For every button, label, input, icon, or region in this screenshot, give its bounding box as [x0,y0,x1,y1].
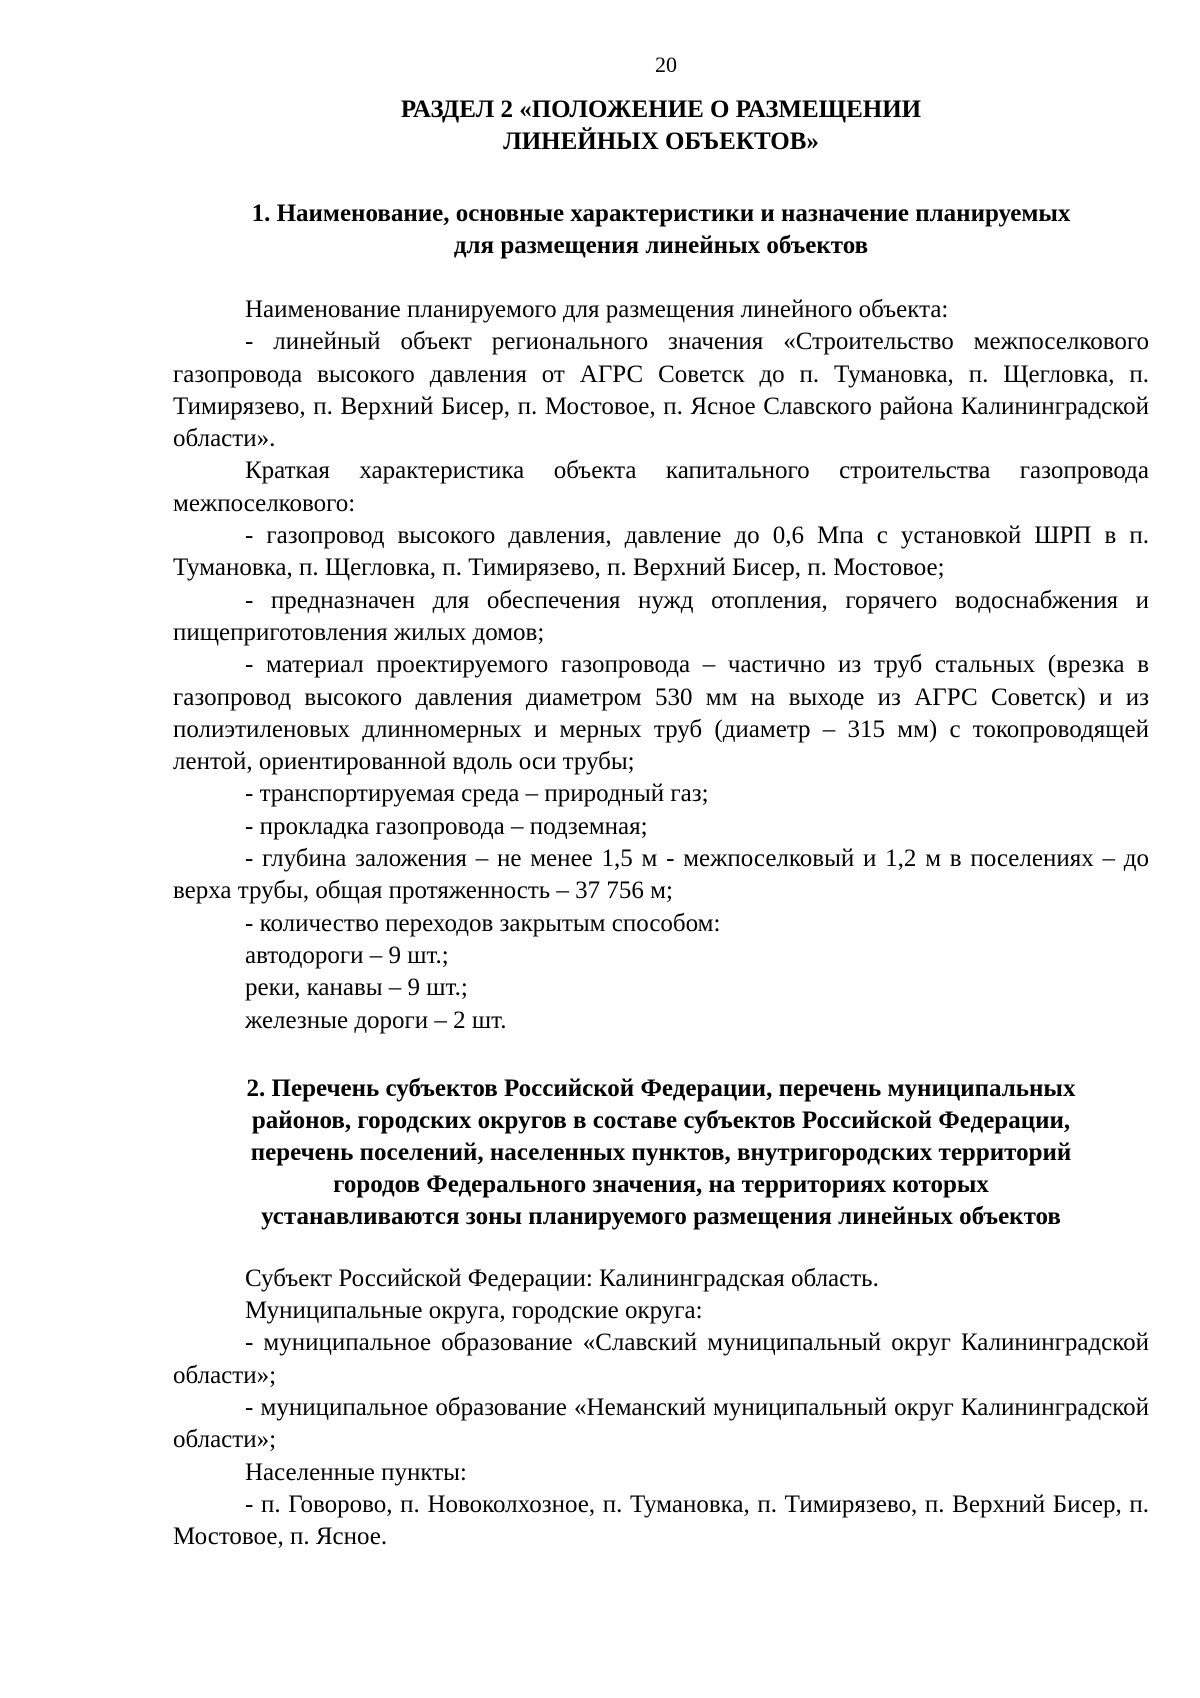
paragraph: - количество переходов закрытым способом: [245,909,721,937]
subsection-title-line: 1. Наименование, основные характеристики и назначение планируемых [251,200,1071,227]
paragraph: Муниципальные округа, городские округа: [245,1297,703,1325]
subsection-2-title [173,1073,1149,1233]
paragraph: Населенные пункты: [245,1458,467,1486]
paragraph: Субъект Российской Федерации: Калининградская область. [245,1264,879,1292]
paragraph: - газопровод высокого давления, давление до 0,6 Мпа с установкой ШРП в п. Тумановка, п. Щегловка, п. Тимирязево, п. Верхний Бисер, п. Мостовое; [173,522,1149,582]
subsection-title-line: перечень поселений, населенных пунктов, внутригородских территорий [250,1138,1072,1166]
subsection-title-line: устанавливаются зоны планируемого размещения линейных объектов [261,1202,1061,1230]
subsection-title-line: 2. Перечень субъектов Российской Федерации, перечень муниципальных [246,1074,1076,1102]
paragraph: - п. Говорово, п. Новоколхозное, п. Тумановка, п. Тимирязево, п. Верхний Бисер, п. Мостовое, п. Ясное. [173,1490,1149,1551]
subsection-1-body [173,294,1149,1037]
paragraph: - муниципальное образование «Неманский муниципальный округ Калининградской области»; [173,1394,1149,1454]
paragraph: железные дороги – 2 шт. [245,1006,507,1034]
section-title [173,94,1149,158]
paragraph: - транспортируемая среда – природный газ; [245,780,709,808]
paragraph: автодороги – 9 шт.; [245,941,449,969]
subsection-title-line: городов Федерального значения, на территориях которых [333,1170,989,1198]
page-number: 20 [655,52,677,77]
section-title-line: ЛИНЕЙНЫХ ОБЪЕКТОВ» [503,128,819,155]
paragraph: - материал проектируемого газопровода – частично из труб стальных (врезка в газопровод высокого давления диаметром 530 мм на выходе из АГРС Советск) и из полиэтиленовых длинномерных и мерных труб (диаметр – 315 мм) с токопроводящей лентой, ориентированной вдоль оси трубы; [173,651,1149,776]
paragraph: - прокладка газопровода – подземная; [245,812,648,840]
paragraph: - линейный объект регионального значения «Строительство межпоселкового газопровода высокого давления от АГРС Советск до п. Тумановка, п. Щегловка, п. Тимирязево, п. Верхний Бисер, п. Мостовое, п. Ясное Славского района Калининградской области». [173,328,1149,453]
paragraph: реки, канавы – 9 шт.; [245,974,468,1002]
paragraph: Наименование планируемого для размещения линейного объекта: [245,296,949,323]
document-page [173,52,1149,1554]
subsection-2-body [173,1263,1149,1554]
subsection-1-title [173,198,1149,262]
section-title-line: РАЗДЕЛ 2 «ПОЛОЖЕНИЕ О РАЗМЕЩЕНИИ [400,96,922,123]
paragraph: - предназначен для обеспечения нужд отопления, горячего водоснабжения и пищеприготовления жилых домов; [173,586,1149,646]
paragraph: - глубина заложения – не менее 1,5 м - межпоселковый и 1,2 м в поселениях – до верха трубы, общая протяженность – 37 756 м; [173,845,1149,905]
paragraph: - муниципальное образование «Славский муниципальный округ Калининградской области»; [173,1329,1149,1389]
paragraph: Краткая характеристика объекта капитального строительства газопровода межпоселкового: [173,457,1149,517]
subsection-title-line: районов, городских округов в составе субъектов Российской Федерации, [251,1106,1071,1134]
subsection-title-line: для размещения линейных объектов [453,232,869,259]
